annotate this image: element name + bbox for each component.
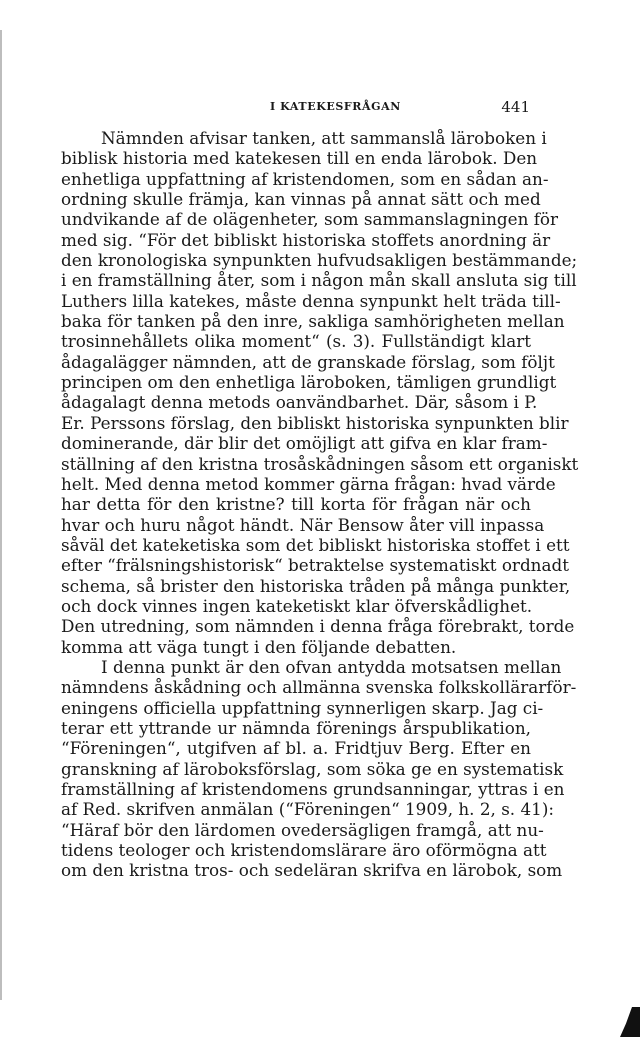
text-line: Er. Perssons förslag, den bibliskt historiska synpunkten blir [61,412,569,433]
text-line: efter “frälsningshistorisk“ betraktelse systematiskt ordnadt [61,555,569,576]
text-line: och dock vinnes ingen kateketiskt klar öfverskådlighet. [61,595,533,616]
body-text [61,128,579,881]
text-line: principen om den enhetliga läroboken, tämligen grundligt [61,372,557,393]
text-line: komma att väga tungt i den följande debatten. [61,636,457,657]
text-line: Den utredning, som nämnden i denna fråga förebrakt, torde [61,616,575,637]
text-line: om den kristna tros- och sedeläran skrifva en lärobok, som [61,860,563,881]
text-line: har detta för den kristne? till korta för frågan när och [61,494,531,515]
text-line: framställning af kristendomens grundsanningar, yttras i en [61,779,565,799]
text-line: baka för tanken på den inre, sakliga samhörigheten mellan [61,311,565,332]
text-line: terar ett yttrande ur nämnda förenings årspublikation, [61,717,531,738]
text-line: biblisk historia med katekesen till en enda lärobok. Den [61,148,538,169]
text-line: ådagalägger nämnden, att de granskade förslag, som följt [61,351,555,372]
text-line: nämndens åskådning och allmänna svenska folkskollärarför- [61,677,577,698]
text-line: af Red. skrifven anmälan (“Föreningen“ 1909, h. 2, s. 41): [61,799,555,820]
text-line: “Häraf bör den lärdomen ovedersägligen framgå, att nu- [61,819,544,840]
text-line: enhetliga uppfattning af kristendomen, som en sådan an- [61,168,549,189]
page-edge-shadow [0,30,2,1000]
text-line: med sig. “För det bibliskt historiska stoffets anordning är [61,229,551,250]
page-header [60,98,532,118]
text-line: I denna punkt är den ofvan antydda motsatsen mellan [101,656,562,677]
text-line: den kronologiska synpunkten hufvudsakligen bestämmande; [61,250,578,271]
page-number: 441 [501,98,530,116]
text-line: ställning af den kristna trosåskådningen såsom ett organiskt [61,453,579,474]
text-line: tidens teologer och kristendomslärare äro oförmögna att [61,840,547,861]
text-line: Nämnden afvisar tanken, att sammanslå läroboken i [101,128,547,148]
text-line: schema, så brister den historiska tråden på många punkter, [61,575,571,596]
text-line: trosinnehållets olika moment“ (s. 3). Fullständigt klart [61,331,531,352]
running-head: I KATEKESFRÅGAN [270,100,401,113]
text-line: dominerande, där blir det omöjligt att gifva en klar fram- [61,433,548,454]
text-line: ordning skulle främja, kan vinnas på annat sätt och med [61,189,541,210]
text-line: “Föreningen“, utgifven af bl. a. Fridtjuv Berg. Efter en [61,738,531,759]
text-line: Luthers lilla katekes, måste denna synpunkt helt träda till- [61,290,561,311]
text-line: undvikande af de olägenheter, som sammanslagningen för [61,209,559,230]
text-line: granskning af läroboksförslag, som söka ge en systematisk [61,758,564,779]
text-line: eningens officiella uppfattning synnerligen skarp. Jag ci- [61,697,544,718]
text-line: såväl det kateketiska som det bibliskt historiska stoffet i ett [61,534,570,555]
text-line: hvar och huru något händt. När Bensow åter vill inpassa [61,514,545,535]
scan-corner-mark [620,1007,640,1037]
text-line: i en framställning åter, som i någon mån skall ansluta sig till [61,270,577,291]
text-line: ådagalagt denna metods oanvändbarhet. Där, såsom i P. [61,392,538,413]
text-line: helt. Med denna metod kommer gärna frågan: hvad värde [61,473,556,494]
